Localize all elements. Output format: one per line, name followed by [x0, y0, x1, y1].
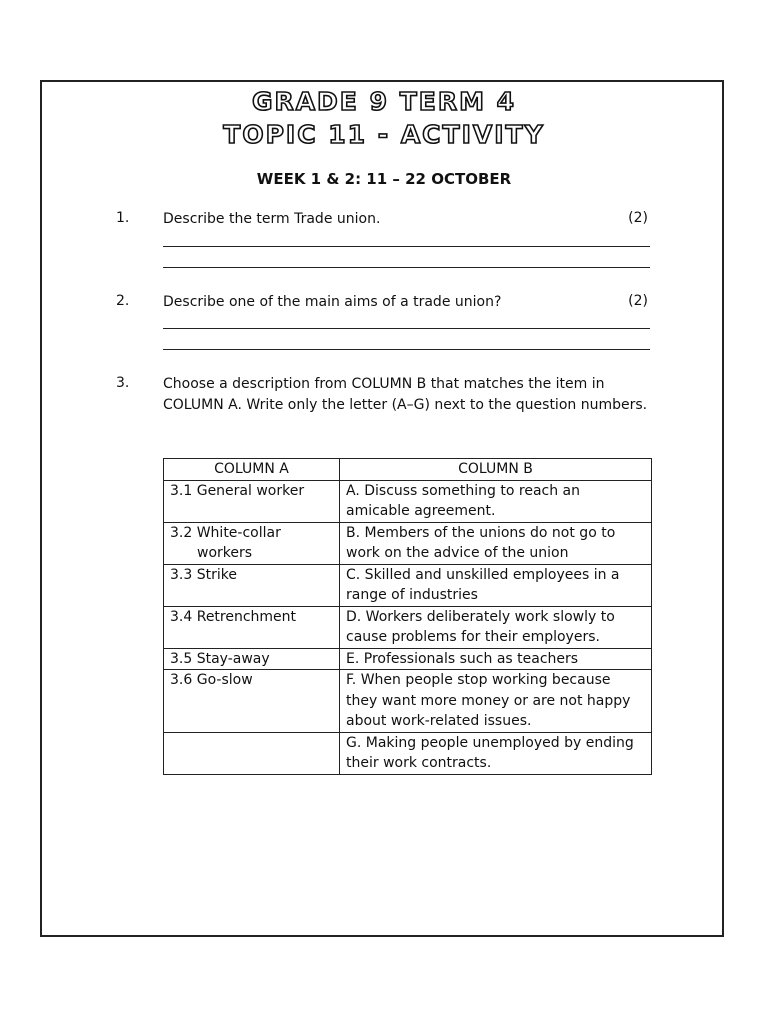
table-row: [164, 648, 652, 670]
column-b-cell: E. Professionals such as teachers: [340, 648, 652, 670]
column-b-cell: G. Making people unemployed by ending their work contracts.: [340, 732, 652, 774]
column-a-cell: [164, 522, 340, 564]
table-row: [164, 522, 652, 564]
question-2-number: 2.: [116, 293, 130, 309]
answer-line-2b[interactable]: [163, 349, 650, 350]
column-b-cell: F. When people stop working because they want more money or are not happy about work-related issues.: [340, 670, 652, 733]
question-1-number: 1.: [116, 210, 130, 226]
column-b-cell: C. Skilled and unskilled employees in a range of industries: [340, 564, 652, 606]
column-b-cell: B. Members of the unions do not go to work on the advice of the union: [340, 522, 652, 564]
table-header-row: [164, 459, 652, 481]
column-a-cell-line1: 3.2 White-collar: [170, 524, 281, 541]
column-a-cell: 3.6 Go-slow: [164, 670, 340, 733]
table-row: [164, 480, 652, 522]
column-b-header: COLUMN B: [340, 459, 652, 481]
column-a-cell: 3.4 Retrenchment: [164, 606, 340, 648]
table-row: [164, 670, 652, 733]
question-3-text: Choose a description from COLUMN B that matches the item in COLUMN A. Write only the letter (A–G) next to the question numbers.: [163, 376, 648, 413]
question-2-text: Describe one of the main aims of a trade union?: [163, 294, 502, 310]
question-1-text: Describe the term Trade union.: [163, 211, 381, 227]
answer-line-1a[interactable]: [163, 246, 650, 247]
week-heading: WEEK 1 & 2: 11 – 22 OCTOBER: [256, 170, 512, 188]
column-a-cell: [164, 732, 340, 774]
answer-line-1b[interactable]: [163, 267, 650, 268]
question-2-marks: (2): [628, 293, 648, 309]
question-3-number: 3.: [116, 375, 130, 391]
title-line-1: GRADE 9 TERM 4: [251, 87, 517, 116]
column-a-header: COLUMN A: [164, 459, 340, 481]
table-row: [164, 732, 652, 774]
matching-table: [163, 458, 652, 775]
column-a-cell-line2: workers: [197, 545, 253, 561]
column-a-cell: 3.3 Strike: [164, 564, 340, 606]
title-line-2: TOPIC 11 - ACTIVITY: [223, 120, 545, 149]
table-row: [164, 564, 652, 606]
question-1-marks: (2): [628, 210, 648, 226]
column-b-cell: D. Workers deliberately work slowly to cause problems for their employers.: [340, 606, 652, 648]
answer-line-2a[interactable]: [163, 328, 650, 329]
column-a-cell: 3.5 Stay-away: [164, 648, 340, 670]
column-b-cell: A. Discuss something to reach an amicable agreement.: [340, 480, 652, 522]
column-a-cell: 3.1 General worker: [164, 480, 340, 522]
table-row: [164, 606, 652, 648]
